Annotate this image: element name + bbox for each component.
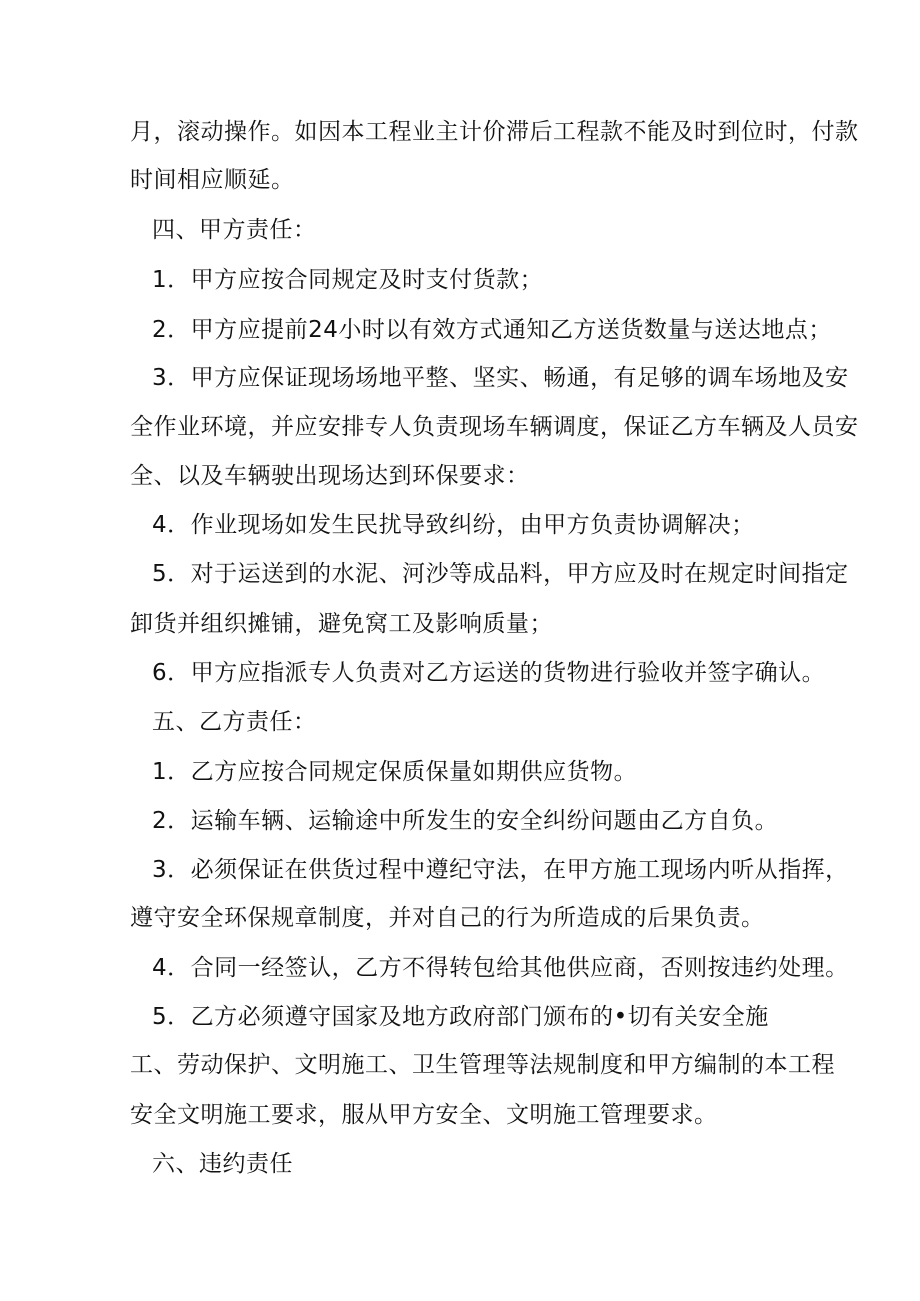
list-item: 1．乙方应按合同规定保质保量如期供应货物。: [152, 759, 638, 785]
text-line: 月，滚动操作。如因本工程业主计价滞后工程款不能及时到位时，付款: [130, 119, 859, 145]
list-item: 2．甲方应提前24小时以有效方式通知乙方送货数量与送达地点；: [152, 317, 832, 343]
text-line: 工、劳动保护、文明施工、卫生管理等法规制度和甲方编制的本工程: [130, 1052, 835, 1078]
list-item: 2．运输车辆、运输途中所发生的安全纠纷问题由乙方自负。: [152, 808, 779, 834]
list-item: 5．乙方必须遵守国家及地方政府部门颁布的•切有关安全施: [152, 1004, 769, 1030]
list-item: 6．甲方应指派专人负责对乙方运送的货物进行验收并签字确认。: [152, 660, 826, 686]
list-item: 1．甲方应按合同规定及时支付货款；: [152, 267, 544, 293]
section-heading: 四、甲方责任：: [152, 217, 317, 243]
list-item: 3．甲方应保证现场场地平整、坚实、畅通，有足够的调车场地及安: [152, 365, 849, 391]
list-item: 4．作业现场如发生民扰导致纠纷，由甲方负责协调解决；: [152, 512, 755, 538]
text-line: 卸货并组织摊铺，避免窝工及影响质量；: [130, 611, 553, 637]
text-line: 全、以及车辆驶出现场达到环保要求：: [130, 463, 530, 489]
list-item: 5．对于运送到的水泥、河沙等成品料，甲方应及时在规定时间指定: [152, 561, 849, 587]
section-heading: 六、违约责任: [152, 1151, 293, 1177]
text-line: 遵守安全环保规章制度，并对自己的行为所造成的后果负责。: [130, 905, 765, 931]
list-item: 4．合同一经签认，乙方不得转包给其他供应商，否则按违约处理。: [152, 955, 849, 981]
list-item: 3．必须保证在供货过程中遵纪守法，在甲方施工现场内听从指挥，: [152, 857, 849, 883]
section-heading: 五、乙方责任：: [152, 709, 317, 735]
text-line: 安全文明施工要求，服从甲方安全、文明施工管理要求。: [130, 1102, 718, 1128]
text-line: 时间相应顺延。: [130, 167, 295, 193]
text-line: 全作业环境，并应安排专人负责现场车辆调度，保证乙方车辆及人员安: [130, 414, 859, 440]
